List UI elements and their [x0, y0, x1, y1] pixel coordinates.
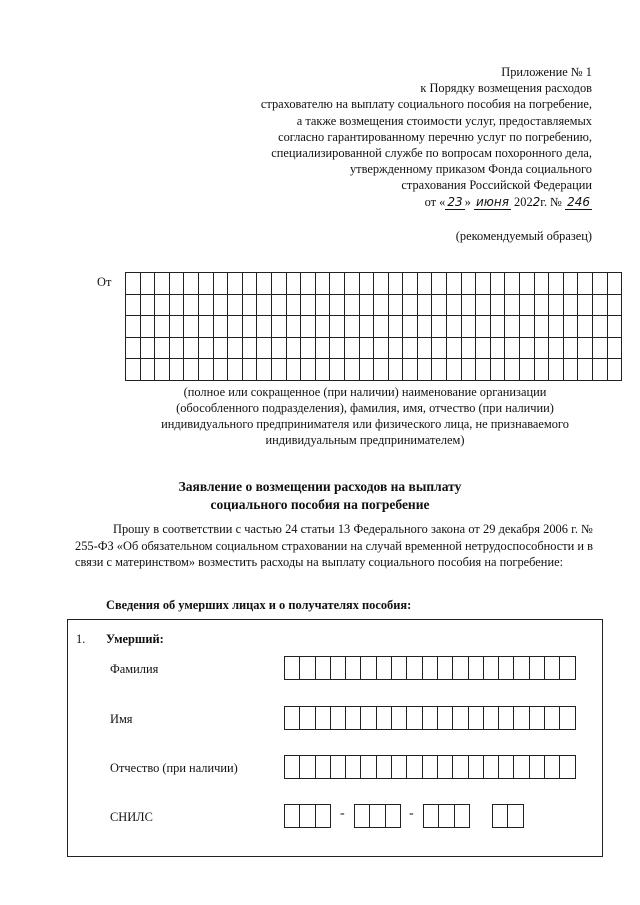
letter-cell[interactable]	[354, 804, 370, 828]
grid-cell[interactable]	[374, 294, 389, 316]
grid-cell[interactable]	[388, 359, 403, 381]
name-label: Имя	[110, 712, 133, 726]
header-line: а также возмещения стоимости услуг, предоставляемых	[296, 113, 592, 128]
grid-cell[interactable]	[315, 337, 330, 359]
letter-cell[interactable]	[315, 755, 331, 779]
grid-cell[interactable]	[563, 337, 578, 359]
letter-cell[interactable]	[468, 656, 484, 680]
year-suffix: г. №	[540, 194, 562, 209]
grid-cell[interactable]	[549, 359, 564, 381]
grid-cell[interactable]	[140, 294, 155, 316]
grid-cell[interactable]	[461, 359, 476, 381]
letter-cell[interactable]	[483, 656, 499, 680]
grid-cell[interactable]	[490, 294, 505, 316]
letter-cell[interactable]	[315, 804, 331, 828]
grid-cell[interactable]	[155, 294, 170, 316]
letter-cell[interactable]	[498, 656, 514, 680]
header-line: страхования Российской Федерации	[401, 178, 592, 193]
letter-cell[interactable]	[284, 755, 300, 779]
grid-cell[interactable]	[228, 294, 243, 316]
letter-cell[interactable]	[284, 706, 300, 730]
order-month: июня	[475, 194, 509, 209]
grid-cell[interactable]	[563, 359, 578, 381]
grid-cell[interactable]	[359, 294, 374, 316]
header-line: согласно гарантированному перечню услуг по погребению,	[278, 129, 592, 144]
letter-cell[interactable]	[559, 755, 575, 779]
section-heading: Сведения об умерших лицах и о получателях пособия:	[106, 598, 412, 612]
letter-cell[interactable]	[422, 656, 438, 680]
grid-cell[interactable]	[505, 337, 520, 359]
grid-cell[interactable]	[520, 337, 535, 359]
letter-cell[interactable]	[544, 656, 560, 680]
grid-cell[interactable]	[417, 316, 432, 338]
letter-cell[interactable]	[513, 656, 529, 680]
grid-cell[interactable]	[330, 337, 345, 359]
grid-cell[interactable]	[228, 273, 243, 295]
grid-cell[interactable]	[534, 337, 549, 359]
header-line: специализированной службе по вопросам похоронного дела,	[271, 146, 592, 161]
letter-cell[interactable]	[299, 656, 315, 680]
year-digit: 2	[532, 194, 541, 209]
grid-cell[interactable]	[593, 273, 608, 295]
grid-cell[interactable]	[257, 337, 272, 359]
letter-cell[interactable]	[559, 656, 575, 680]
grid-cell[interactable]	[432, 294, 447, 316]
grid-cell[interactable]	[447, 273, 462, 295]
grid-cell[interactable]	[374, 316, 389, 338]
grid-cell[interactable]	[169, 294, 184, 316]
grid-cell[interactable]	[140, 316, 155, 338]
grid-cell[interactable]	[549, 294, 564, 316]
name-cells[interactable]	[284, 706, 576, 730]
letter-cell[interactable]	[345, 706, 361, 730]
grid-cell[interactable]	[490, 316, 505, 338]
letter-cell[interactable]	[483, 706, 499, 730]
grid-cell[interactable]	[330, 294, 345, 316]
grid-cell[interactable]	[417, 337, 432, 359]
grid-cell[interactable]	[607, 273, 622, 295]
letter-cell[interactable]	[529, 706, 545, 730]
grid-cell[interactable]	[520, 359, 535, 381]
letter-cell[interactable]	[391, 706, 407, 730]
grid-cell[interactable]	[490, 337, 505, 359]
header-line: утвержденному приказом Фонда социального	[349, 162, 592, 177]
caption-line: (обособленного подразделения), фамилия, имя, отчество (при наличии)	[176, 401, 554, 415]
letter-cell[interactable]	[360, 656, 376, 680]
grid-cell[interactable]	[301, 316, 316, 338]
letter-cell[interactable]	[376, 656, 392, 680]
letter-cell[interactable]	[284, 656, 300, 680]
grid-cell[interactable]	[403, 316, 418, 338]
caption-line: индивидуальным предпринимателем)	[265, 433, 465, 447]
grid-cell[interactable]	[578, 359, 593, 381]
grid-cell[interactable]	[213, 316, 228, 338]
grid-cell[interactable]	[315, 316, 330, 338]
grid-cell[interactable]	[417, 294, 432, 316]
letter-cell[interactable]	[498, 755, 514, 779]
grid-cell[interactable]	[549, 316, 564, 338]
grid-cell[interactable]	[184, 294, 199, 316]
item-number: 1.	[76, 632, 86, 646]
grid-cell[interactable]	[242, 316, 257, 338]
request-paragraph: Прошу в соответствии с частью 24 статьи 13 Федерального закона от 29 декабря 2006 г. № 255-ФЗ «Об обязательном социальном страховании на случай временной нетрудоспособности и в связи с материнством» возместить расходы на выплату социального пособия на погребение:	[75, 522, 593, 570]
grid-cell[interactable]	[447, 337, 462, 359]
grid-cell[interactable]	[549, 337, 564, 359]
grid-cell[interactable]	[286, 316, 301, 338]
grid-cell[interactable]	[549, 273, 564, 295]
grid-cell[interactable]	[257, 359, 272, 381]
grid-cell[interactable]	[140, 359, 155, 381]
grid-cell[interactable]	[271, 273, 286, 295]
grid-cell[interactable]	[563, 294, 578, 316]
header-line: страхователю на выплату социального пособия на погребение,	[260, 97, 592, 112]
from-caption	[130, 384, 600, 448]
grid-cell[interactable]	[344, 316, 359, 338]
grid-cell[interactable]	[432, 316, 447, 338]
grid-cell[interactable]	[286, 273, 301, 295]
header-line: Приложение № 1	[501, 65, 592, 79]
grid-cell[interactable]	[242, 294, 257, 316]
order-date-line	[212, 194, 592, 210]
grid-cell[interactable]	[126, 316, 141, 338]
grid-cell[interactable]	[374, 273, 389, 295]
grid-cell[interactable]	[476, 316, 491, 338]
grid-cell[interactable]	[476, 359, 491, 381]
grid-cell[interactable]	[330, 273, 345, 295]
letter-cell[interactable]	[330, 706, 346, 730]
grid-cell[interactable]	[432, 359, 447, 381]
letter-cell[interactable]	[437, 706, 453, 730]
grid-cell[interactable]	[155, 316, 170, 338]
grid-cell[interactable]	[578, 337, 593, 359]
snils-label: СНИЛС	[110, 810, 153, 824]
letter-cell[interactable]	[406, 656, 422, 680]
grid-cell[interactable]	[286, 359, 301, 381]
grid-cell[interactable]	[330, 359, 345, 381]
grid-cell[interactable]	[344, 294, 359, 316]
grid-cell[interactable]	[271, 316, 286, 338]
letter-cell[interactable]	[360, 706, 376, 730]
letter-cell[interactable]	[507, 804, 523, 828]
letter-cell[interactable]	[544, 755, 560, 779]
grid-cell[interactable]	[359, 359, 374, 381]
grid-cell[interactable]	[155, 359, 170, 381]
letter-cell[interactable]	[391, 755, 407, 779]
grid-cell[interactable]	[286, 294, 301, 316]
appendix-header	[212, 64, 592, 210]
from-entry-grid[interactable]	[125, 272, 622, 381]
letter-cell[interactable]	[452, 706, 468, 730]
grid-cell[interactable]	[461, 316, 476, 338]
snils-cells-group2[interactable]	[354, 804, 401, 828]
grid-cell[interactable]	[520, 294, 535, 316]
title-line: Заявление о возмещении расходов на выплату	[178, 479, 462, 494]
grid-cell[interactable]	[563, 316, 578, 338]
grid-cell[interactable]	[169, 359, 184, 381]
grid-cell[interactable]	[315, 273, 330, 295]
grid-cell[interactable]	[330, 316, 345, 338]
grid-cell[interactable]	[388, 316, 403, 338]
grid-cell[interactable]	[563, 273, 578, 295]
grid-cell[interactable]	[301, 273, 316, 295]
snils-cells-group3[interactable]	[423, 804, 470, 828]
grid-cell[interactable]	[315, 359, 330, 381]
grid-cell[interactable]	[388, 273, 403, 295]
grid-cell[interactable]	[140, 337, 155, 359]
letter-cell[interactable]	[529, 656, 545, 680]
grid-cell[interactable]	[505, 316, 520, 338]
grid-cell[interactable]	[169, 337, 184, 359]
letter-cell[interactable]	[437, 755, 453, 779]
letter-cell[interactable]	[452, 755, 468, 779]
letter-cell[interactable]	[483, 755, 499, 779]
grid-cell[interactable]	[301, 294, 316, 316]
letter-cell[interactable]	[376, 706, 392, 730]
grid-cell[interactable]	[344, 337, 359, 359]
letter-cell[interactable]	[345, 755, 361, 779]
grid-cell[interactable]	[242, 337, 257, 359]
grid-cell[interactable]	[155, 337, 170, 359]
grid-cell[interactable]	[344, 359, 359, 381]
grid-cell[interactable]	[607, 294, 622, 316]
grid-cell[interactable]	[198, 316, 213, 338]
grid-cell[interactable]	[432, 273, 447, 295]
grid-cell[interactable]	[184, 337, 199, 359]
grid-cell[interactable]	[213, 359, 228, 381]
order-number: 246	[567, 194, 590, 209]
letter-cell[interactable]	[423, 804, 439, 828]
grid-cell[interactable]	[271, 337, 286, 359]
grid-cell[interactable]	[242, 273, 257, 295]
grid-cell[interactable]	[578, 294, 593, 316]
grid-cell[interactable]	[198, 359, 213, 381]
grid-cell[interactable]	[607, 337, 622, 359]
grid-cell[interactable]	[476, 337, 491, 359]
snils-dash: -	[409, 806, 414, 821]
letter-cell[interactable]	[422, 755, 438, 779]
grid-cell[interactable]	[534, 294, 549, 316]
letter-cell[interactable]	[406, 755, 422, 779]
grid-cell[interactable]	[505, 359, 520, 381]
grid-cell[interactable]	[403, 337, 418, 359]
grid-cell[interactable]	[505, 294, 520, 316]
grid-cell[interactable]	[534, 273, 549, 295]
caption-line: (полное или сокращенное (при наличии) наименование организации	[183, 385, 547, 399]
letter-cell[interactable]	[299, 755, 315, 779]
grid-cell[interactable]	[359, 316, 374, 338]
grid-cell[interactable]	[593, 316, 608, 338]
grid-cell[interactable]	[374, 337, 389, 359]
deceased-heading: Умерший:	[106, 632, 164, 646]
grid-cell[interactable]	[447, 359, 462, 381]
letter-cell[interactable]	[284, 804, 300, 828]
grid-cell[interactable]	[198, 273, 213, 295]
snils-cells-group1[interactable]	[284, 804, 331, 828]
grid-cell[interactable]	[271, 359, 286, 381]
letter-cell[interactable]	[315, 656, 331, 680]
grid-cell[interactable]	[301, 359, 316, 381]
header-line: к Порядку возмещения расходов	[420, 81, 592, 96]
sample-note: (рекомендуемый образец)	[455, 229, 592, 243]
order-day: 23	[447, 194, 463, 209]
letter-cell[interactable]	[299, 706, 315, 730]
letter-cell[interactable]	[330, 755, 346, 779]
grid-cell[interactable]	[257, 294, 272, 316]
from-label: От	[97, 275, 112, 289]
grid-cell[interactable]	[374, 359, 389, 381]
letter-cell[interactable]	[513, 706, 529, 730]
grid-cell[interactable]	[213, 273, 228, 295]
letter-cell[interactable]	[391, 656, 407, 680]
grid-cell[interactable]	[301, 337, 316, 359]
grid-cell[interactable]	[534, 316, 549, 338]
grid-cell[interactable]	[198, 337, 213, 359]
grid-cell[interactable]	[126, 337, 141, 359]
grid-cell[interactable]	[447, 316, 462, 338]
date-prefix: от «	[424, 194, 446, 209]
grid-cell[interactable]	[403, 359, 418, 381]
grid-cell[interactable]	[417, 359, 432, 381]
grid-cell[interactable]	[461, 273, 476, 295]
letter-cell[interactable]	[360, 755, 376, 779]
letter-cell[interactable]	[438, 804, 454, 828]
grid-cell[interactable]	[257, 273, 272, 295]
grid-cell[interactable]	[403, 273, 418, 295]
grid-cell[interactable]	[593, 359, 608, 381]
letter-cell[interactable]	[468, 706, 484, 730]
grid-cell[interactable]	[169, 316, 184, 338]
grid-cell[interactable]	[417, 273, 432, 295]
patronymic-label: Отчество (при наличии)	[110, 761, 238, 775]
letter-cell[interactable]	[513, 755, 529, 779]
letter-cell[interactable]	[452, 656, 468, 680]
letter-cell[interactable]	[437, 656, 453, 680]
grid-cell[interactable]	[184, 316, 199, 338]
grid-cell[interactable]	[505, 273, 520, 295]
grid-cell[interactable]	[476, 294, 491, 316]
letter-cell[interactable]	[330, 656, 346, 680]
grid-cell[interactable]	[126, 294, 141, 316]
grid-cell[interactable]	[534, 359, 549, 381]
snils-dash: -	[340, 806, 345, 821]
grid-cell[interactable]	[213, 337, 228, 359]
grid-cell[interactable]	[520, 273, 535, 295]
grid-cell[interactable]	[155, 273, 170, 295]
grid-cell[interactable]	[476, 273, 491, 295]
grid-cell[interactable]	[140, 273, 155, 295]
snils-cells-group4[interactable]	[492, 804, 524, 828]
letter-cell[interactable]	[315, 706, 331, 730]
grid-cell[interactable]	[359, 337, 374, 359]
grid-cell[interactable]	[271, 294, 286, 316]
grid-cell[interactable]	[228, 337, 243, 359]
grid-cell[interactable]	[593, 337, 608, 359]
grid-cell[interactable]	[184, 273, 199, 295]
patronymic-cells[interactable]	[284, 755, 576, 779]
letter-cell[interactable]	[345, 656, 361, 680]
grid-cell[interactable]	[607, 359, 622, 381]
letter-cell[interactable]	[385, 804, 401, 828]
grid-cell[interactable]	[607, 316, 622, 338]
grid-cell[interactable]	[403, 294, 418, 316]
letter-cell[interactable]	[544, 706, 560, 730]
surname-label: Фамилия	[110, 662, 159, 676]
grid-cell[interactable]	[126, 273, 141, 295]
letter-cell[interactable]	[454, 804, 470, 828]
grid-cell[interactable]	[315, 294, 330, 316]
grid-cell[interactable]	[169, 273, 184, 295]
grid-cell[interactable]	[184, 359, 199, 381]
letter-cell[interactable]	[406, 706, 422, 730]
grid-cell[interactable]	[257, 316, 272, 338]
letter-cell[interactable]	[299, 804, 315, 828]
grid-cell[interactable]	[520, 316, 535, 338]
document-title	[100, 478, 540, 514]
grid-cell[interactable]	[490, 273, 505, 295]
letter-cell[interactable]	[468, 755, 484, 779]
grid-cell[interactable]	[388, 294, 403, 316]
grid-cell[interactable]	[388, 337, 403, 359]
grid-cell[interactable]	[359, 273, 374, 295]
letter-cell[interactable]	[492, 804, 508, 828]
letter-cell[interactable]	[376, 755, 392, 779]
letter-cell[interactable]	[422, 706, 438, 730]
grid-cell[interactable]	[286, 337, 301, 359]
grid-cell[interactable]	[198, 294, 213, 316]
title-line: социального пособия на погребение	[210, 497, 430, 512]
grid-cell[interactable]	[461, 294, 476, 316]
grid-cell[interactable]	[578, 273, 593, 295]
grid-cell[interactable]	[578, 316, 593, 338]
grid-cell[interactable]	[461, 337, 476, 359]
caption-line: индивидуального предпринимателя или физического лица, не признаваемого	[161, 417, 569, 431]
grid-cell[interactable]	[228, 316, 243, 338]
grid-cell[interactable]	[432, 337, 447, 359]
letter-cell[interactable]	[529, 755, 545, 779]
grid-cell[interactable]	[447, 294, 462, 316]
letter-cell[interactable]	[498, 706, 514, 730]
surname-cells[interactable]	[284, 656, 576, 680]
grid-cell[interactable]	[490, 359, 505, 381]
grid-cell[interactable]	[126, 359, 141, 381]
letter-cell[interactable]	[559, 706, 575, 730]
grid-cell[interactable]	[344, 273, 359, 295]
grid-cell[interactable]	[228, 359, 243, 381]
grid-cell[interactable]	[213, 294, 228, 316]
date-mid: »	[464, 194, 471, 209]
letter-cell[interactable]	[369, 804, 385, 828]
grid-cell[interactable]	[593, 294, 608, 316]
grid-cell[interactable]	[242, 359, 257, 381]
year-prefix: 202	[514, 194, 533, 209]
